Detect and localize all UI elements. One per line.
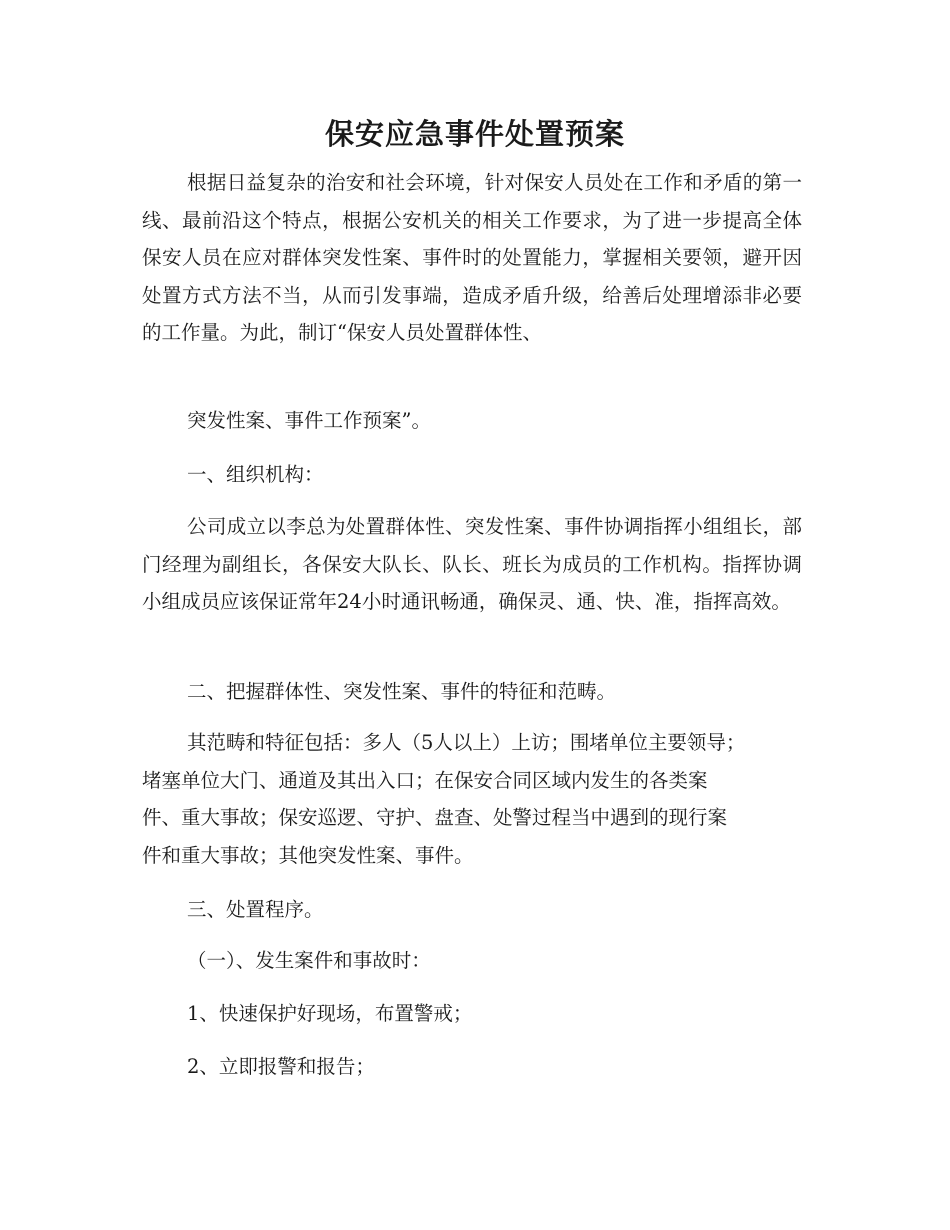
section2-line-4: 件和重大事故；其他突发性案、事件。 [142, 844, 474, 867]
section2-line-1: 其范畴和特征包括：多人（5人以上）上访；围堵单位主要领导； [187, 731, 746, 754]
section1-body: 公司成立以李总为处置群体性、突发性案、事件协调指挥小组组长，部门经理为副组长，各保安大队长、队长、班长为成员的工作机构。指挥协调小组成员应该保证常年24小时通讯畅通，确保灵、通、快、准，指挥高效。 [142, 515, 802, 613]
section2-heading: 二、把握群体性、突发性案、事件的特征和范畴。 [187, 680, 617, 703]
subsection1-heading: （一）、发生案件和事故时： [187, 949, 431, 972]
section2-line-2: 堵塞单位大门、通道及其出入口；在保安合同区域内发生的各类案 [142, 769, 708, 792]
section1-heading: 一、组织机构： [187, 463, 324, 486]
intro-paragraph: 根据日益复杂的治安和社会环境，针对保安人员处在工作和矛盾的第一线、最前沿这个特点，根据公安机关的相关工作要求，为了进一步提高全体保安人员在应对群体突发性案、事件时的处置能力，掌握相关要领，避开因处置方式方法不当，从而引发事端，造成矛盾升级，给善后处理增添非必要的工作量。为此，制订“保安人员处置群体性、 [142, 171, 802, 344]
step-1: 1、快速保护好现场，布置警戒； [187, 1002, 473, 1025]
step-2: 2、立即报警和报告； [187, 1055, 375, 1078]
intro-tail: 突发性案、事件工作预案”。 [187, 409, 431, 432]
section3-heading: 三、处置程序。 [187, 898, 324, 921]
document-title: 保安应急事件处置预案 [324, 117, 625, 151]
section2-line-3: 件、重大事故；保安巡逻、守护、盘查、处警过程当中遇到的现行案 [142, 806, 728, 829]
